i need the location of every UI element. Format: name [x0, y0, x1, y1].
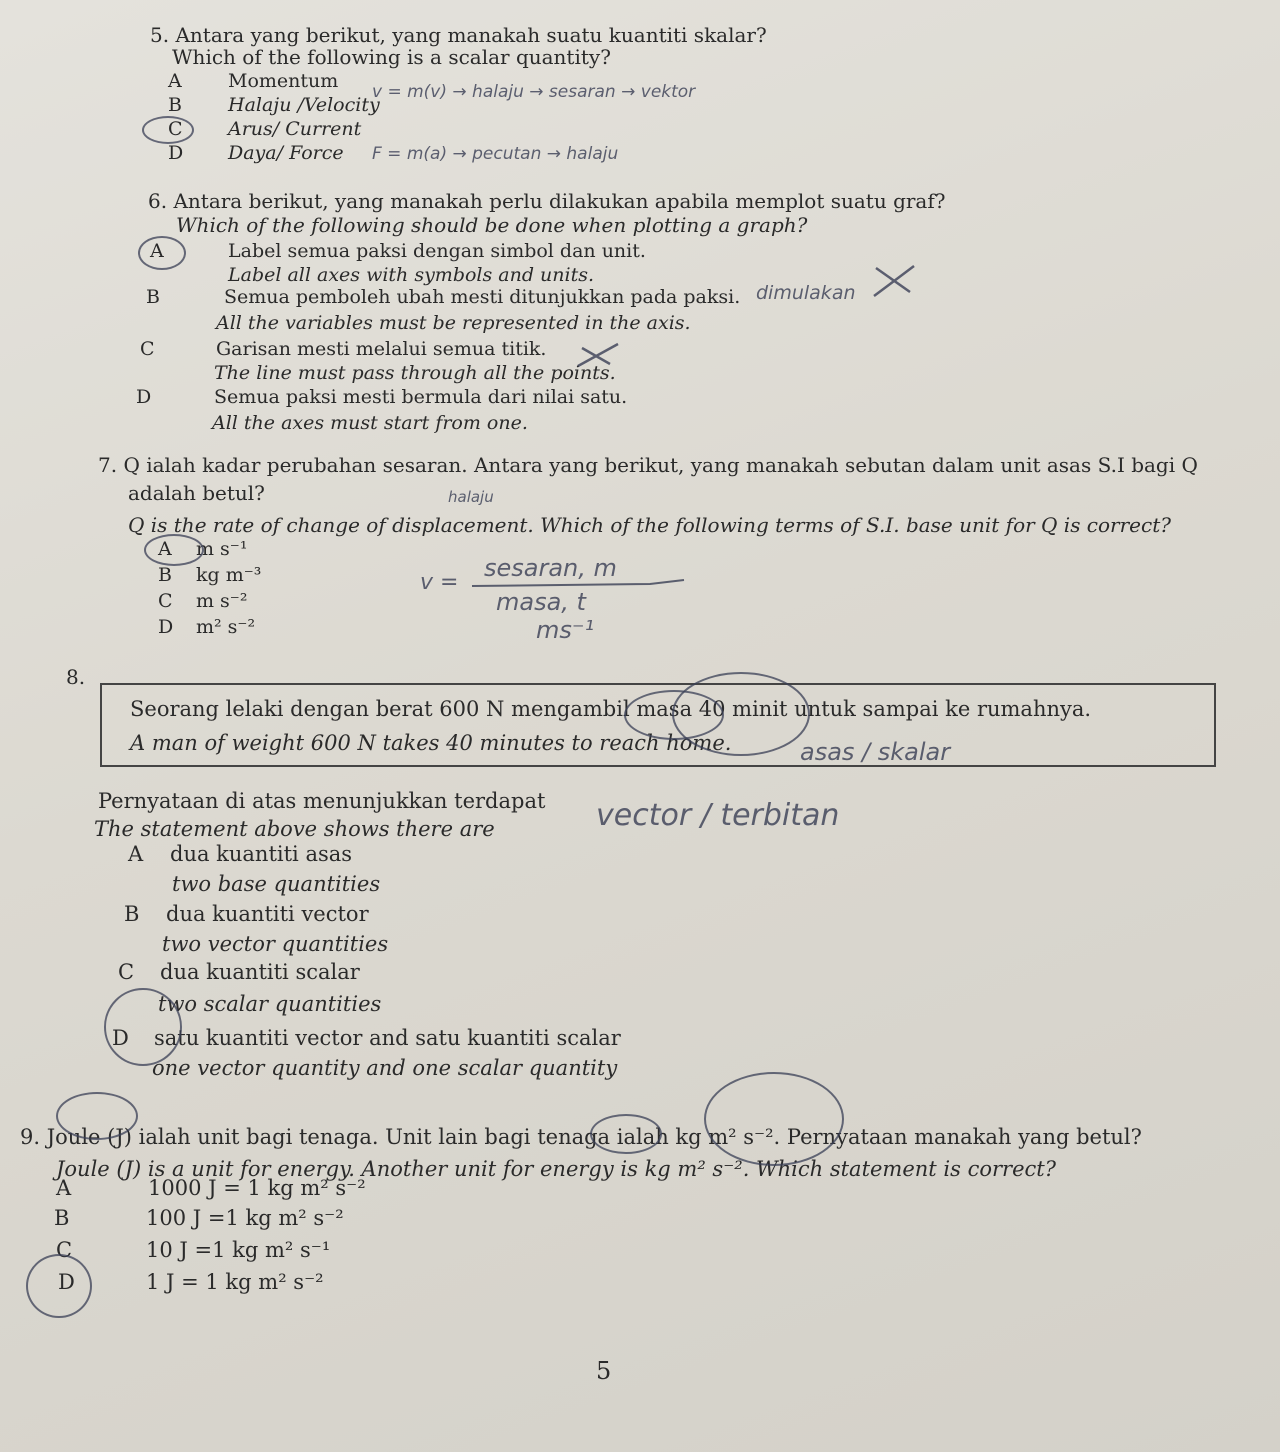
option-letter: C	[158, 590, 173, 612]
q7-answer-circle	[144, 534, 204, 566]
option-letter: A	[128, 842, 144, 866]
q8-option-b-en: two vector quantities	[162, 932, 389, 956]
circle-kg-unit	[704, 1072, 844, 1166]
q6-option-c-en: The line must pass through all the points.	[214, 362, 616, 384]
option-letter: B	[124, 902, 140, 926]
q8-option-a-en: two base quantities	[172, 872, 381, 896]
option-letter: D	[58, 1270, 75, 1294]
handwritten-note-q8-asas: asas / skalar	[800, 738, 951, 766]
option-letter: D	[136, 386, 152, 408]
q8-stem-ms: Pernyataan di atas menunjukkan terdapat	[98, 789, 546, 813]
handwritten-note-q7-result: ms⁻¹	[536, 616, 595, 644]
option-text: Momentum	[228, 70, 339, 92]
option-text-ms: dua kuantiti scalar	[160, 960, 360, 984]
handwritten-note-q5a: v = m(v) → halaju → sesaran → vektor	[372, 82, 696, 102]
option-letter: A	[56, 1176, 72, 1200]
q9-stem-ms-text: Joule (J) ialah unit bagi tenaga. Unit lain bagi tenaga ialah kg m² s⁻². Pernyataan manakah yang betul?	[46, 1125, 1142, 1149]
q9-number: 9.	[20, 1125, 41, 1149]
handwritten-note-q7-v: v =	[420, 570, 459, 595]
option-letter: C	[56, 1238, 73, 1262]
option-text: 100 J =1 kg m² s⁻²	[146, 1206, 344, 1230]
q9-option-b[interactable]	[54, 1206, 344, 1230]
q9-answer-circle	[26, 1254, 92, 1318]
option-letter: B	[146, 286, 160, 308]
option-letter: A	[168, 70, 182, 92]
q6-stem-en: Which of the following should be done when plotting a graph?	[176, 213, 808, 237]
q6-option-d[interactable]	[136, 386, 627, 408]
q6-stem-ms	[148, 188, 945, 214]
option-text-ms: satu kuantiti vector and satu kuantiti scalar	[154, 1026, 621, 1050]
q8-box-ms: Seorang lelaki dengan berat 600 N mengambil masa 40 minit untuk sampai ke rumahnya.	[130, 697, 1092, 721]
option-letter: C	[118, 960, 135, 984]
q6-option-b[interactable]	[146, 286, 740, 308]
q8-option-d[interactable]	[112, 1026, 621, 1050]
q6-option-a[interactable]	[150, 240, 646, 262]
q6-option-a-en: Label all axes with symbols and units.	[228, 264, 595, 286]
option-text: Arus/ Current	[228, 118, 362, 140]
option-text: m s⁻¹	[196, 538, 248, 560]
q6-answer-circle	[138, 236, 186, 270]
q7-option-d[interactable]	[158, 616, 255, 638]
q6-option-c[interactable]	[140, 338, 546, 360]
q6-stem-ms-text: Antara berikut, yang manakah perlu dilakukan apabila memplot suatu graf?	[173, 189, 946, 213]
q8-option-a[interactable]	[128, 842, 352, 866]
q8-option-c[interactable]	[118, 960, 360, 984]
q8-option-b[interactable]	[124, 902, 369, 926]
q5-option-b[interactable]	[168, 94, 380, 116]
q9-option-a[interactable]	[56, 1176, 366, 1200]
q5-answer-circle	[142, 116, 194, 144]
q9-stem-ms	[20, 1124, 1142, 1150]
q6-number: 6.	[148, 189, 168, 213]
option-letter: A	[158, 538, 172, 560]
option-letter: A	[150, 240, 164, 262]
option-text-ms: Semua paksi mesti bermula dari nilai satu.	[214, 386, 628, 408]
q6-option-b-en: All the variables must be represented in the axis.	[216, 312, 691, 334]
q6-option-d-en: All the axes must start from one.	[212, 412, 528, 434]
option-letter: C	[168, 118, 183, 140]
q7-option-c[interactable]	[158, 590, 247, 612]
option-letter: C	[140, 338, 155, 360]
q8-answer-circle	[104, 988, 182, 1066]
q8-option-c-en: two scalar quantities	[158, 992, 382, 1016]
circle-joule	[56, 1092, 138, 1140]
cross-mark-icon	[870, 262, 920, 302]
handwritten-note-q8-vector: vector / terbitan	[596, 798, 840, 833]
circle-40-minit	[672, 672, 810, 756]
option-text: 10 J =1 kg m² s⁻¹	[146, 1238, 331, 1262]
option-text: m s⁻²	[196, 590, 248, 612]
q7-stem-ms-text: Q ialah kadar perubahan sesaran. Antara yang berikut, yang manakah sebutan dalam unit asas S.I bagi Q	[123, 453, 1198, 477]
q9-option-c[interactable]	[56, 1238, 330, 1262]
option-text-ms: dua kuantiti asas	[170, 842, 353, 866]
option-letter: B	[168, 94, 182, 116]
option-text: kg m⁻³	[196, 564, 262, 586]
option-letter: B	[54, 1206, 70, 1230]
option-letter: D	[168, 142, 184, 164]
option-letter: D	[112, 1026, 129, 1050]
circle-unit	[590, 1114, 662, 1154]
option-text: 1 J = 1 kg m² s⁻²	[146, 1270, 324, 1294]
q7-stem-en: Q is the rate of change of displacement. Which of the following terms of S.I. base unit for Q is correct?	[128, 513, 1171, 537]
q5-option-d[interactable]	[168, 142, 344, 164]
option-text-ms: Label semua paksi dengan simbol dan unit.	[228, 240, 646, 262]
q5-option-c[interactable]	[168, 118, 361, 140]
q7-stem-ms	[98, 452, 1198, 478]
handwritten-note-q7-top: halaju	[448, 488, 494, 506]
cross-mark-icon	[574, 340, 624, 370]
q9-stem-en: Joule (J) is a unit for energy. Another unit for energy is kg m² s⁻². Which statement is correct?	[56, 1157, 1056, 1181]
handwritten-note-q5b: F = m(a) → pecutan → halaju	[372, 144, 619, 164]
q7-number: 7.	[98, 453, 118, 477]
q8-stem-en: The statement above shows there are	[94, 817, 495, 841]
q5-option-a[interactable]	[168, 70, 338, 92]
page-number: 5	[596, 1357, 612, 1385]
q7-stem-ms-2: adalah betul?	[128, 481, 265, 505]
q5-number: 5.	[150, 23, 170, 47]
handwritten-note-q7-den: masa, t	[496, 588, 586, 616]
q8-box-en: A man of weight 600 N takes 40 minutes to reach home.	[130, 731, 732, 755]
handwritten-note-q6b: dimulakan	[756, 282, 856, 304]
option-text: 1000 J = 1 kg m² s⁻²	[148, 1176, 366, 1200]
q8-option-d-en: one vector quantity and one scalar quantity	[152, 1056, 618, 1080]
option-text: Daya/ Force	[228, 142, 344, 164]
option-text-ms: Garisan mesti melalui semua titik.	[216, 338, 547, 360]
handwritten-note-q7-num: sesaran, m	[484, 554, 617, 582]
option-text-ms: dua kuantiti vector	[166, 902, 369, 926]
q7-option-b[interactable]	[158, 564, 261, 586]
option-text-ms: Semua pemboleh ubah mesti ditunjukkan pada paksi.	[224, 286, 741, 308]
q8-number: 8.	[66, 665, 86, 689]
q5-stem-en: Which of the following is a scalar quantity?	[172, 45, 611, 69]
q9-option-d[interactable]	[58, 1270, 324, 1294]
option-text: Halaju /Velocity	[228, 94, 380, 116]
option-letter: D	[158, 616, 174, 638]
option-letter: B	[158, 564, 172, 586]
q5-stem-ms-text: Antara yang berikut, yang manakah suatu kuantiti skalar?	[175, 23, 767, 47]
option-text: m² s⁻²	[196, 616, 256, 638]
